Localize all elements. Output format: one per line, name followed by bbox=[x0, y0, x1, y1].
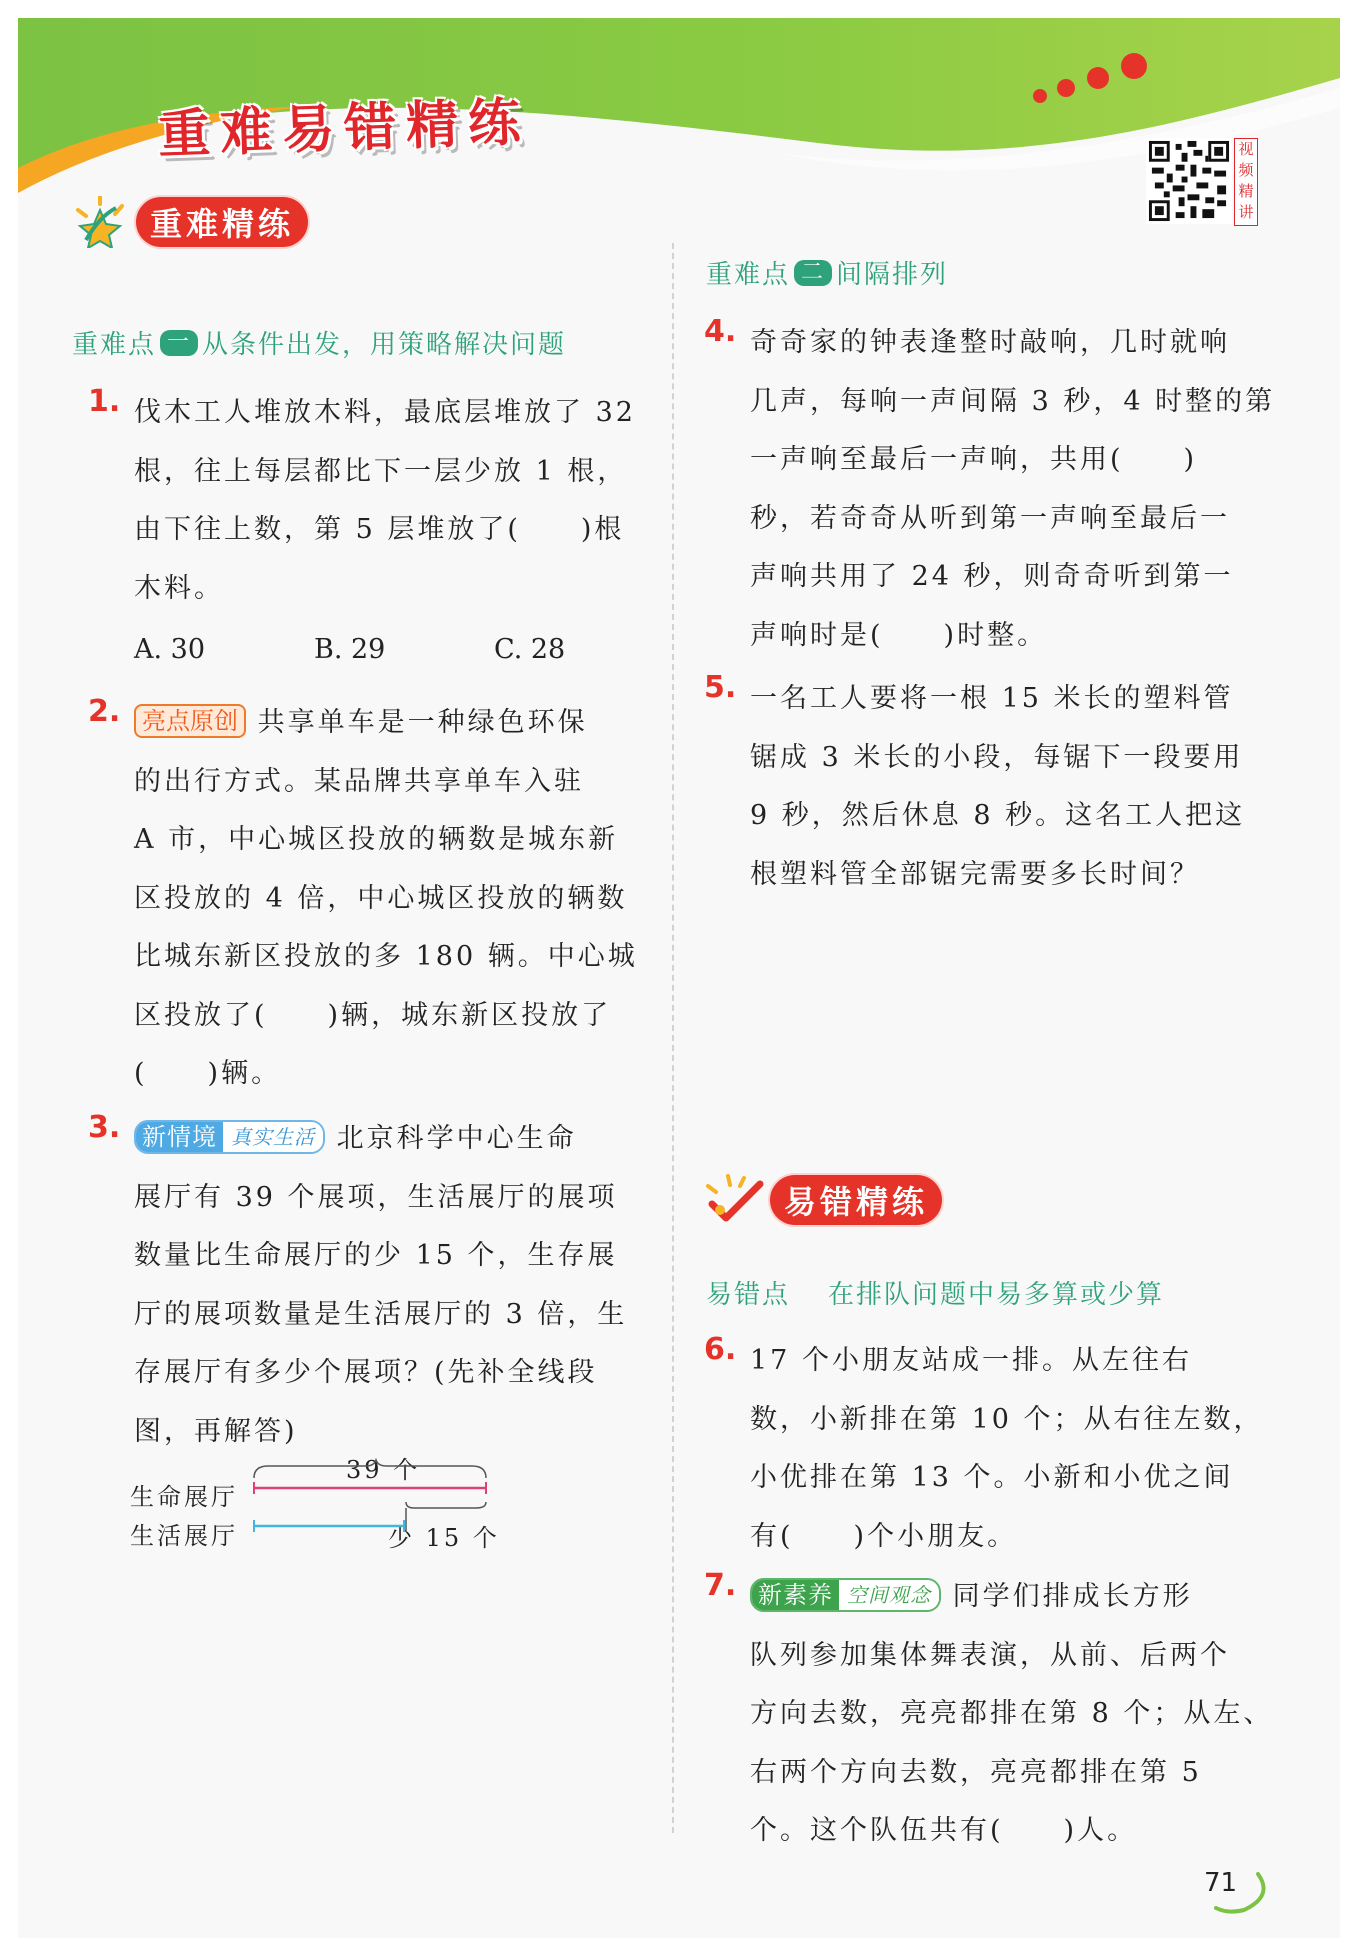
question-7-number: 7. bbox=[704, 1568, 737, 1603]
segment-top-value: 39 个 bbox=[346, 1456, 421, 1484]
option-b[interactable]: B. 29 bbox=[314, 634, 386, 665]
question-3-line: 数量比生命展厅的少 15 个，生存展 bbox=[134, 1240, 618, 1271]
literacy-tag bbox=[750, 1578, 941, 1612]
scenario-tag-main: 新情境 bbox=[136, 1122, 223, 1152]
literacy-tag-sub: 空间观念 bbox=[839, 1580, 939, 1610]
question-1-line: 由下往上数，第 5 层堆放了( )根 bbox=[134, 514, 625, 545]
qr-code-icon[interactable] bbox=[1146, 138, 1232, 224]
question-4-line: 秒，若奇奇从听到第一声响至最后一 bbox=[750, 502, 1230, 534]
original-tag: 亮点原创 bbox=[134, 704, 246, 738]
key-point-3-text: 在排队问题中易多算或少算 bbox=[828, 1280, 1165, 1310]
literacy-tag-main: 新素养 bbox=[752, 1580, 839, 1610]
question-7-line: 方向去数，亮亮都排在第 8 个；从左、 bbox=[750, 1698, 1274, 1729]
check-sparkle-icon bbox=[704, 1174, 766, 1226]
question-2-line: A 市，中心城区投放的辆数是城东新 bbox=[134, 824, 619, 855]
question-4-line: 奇奇家的钟表逢整时敲响，几时就响 bbox=[750, 327, 1230, 358]
key-point-2-text: 间隔排列 bbox=[836, 260, 949, 290]
option-c[interactable]: C. 28 bbox=[494, 634, 566, 665]
question-4-line: 几声，每响一声间隔 3 秒，4 时整的第 bbox=[750, 385, 1276, 417]
page-number: 71 bbox=[1204, 1868, 1238, 1898]
question-1-line: 根，往上每层都比下一层少放 1 根， bbox=[134, 455, 628, 487]
question-3-number: 3. bbox=[88, 1110, 121, 1145]
key-point-1 bbox=[72, 324, 566, 361]
key-point-1-prefix: 重难点 bbox=[72, 330, 157, 360]
question-7-text bbox=[750, 1568, 1273, 1861]
question-2-line: 区投放了( )辆，城东新区投放了 bbox=[134, 999, 612, 1031]
segment-label-living: 生活展厅 bbox=[130, 1522, 238, 1550]
question-7-line: 右两个方向去数，亮亮都排在第 5 bbox=[750, 1756, 1202, 1788]
qr-label: 视频精讲 bbox=[1234, 138, 1258, 226]
question-5-line: 一名工人要将一根 15 米长的塑料管 bbox=[750, 683, 1234, 714]
question-7-line: 队列参加集体舞表演，从前、后两个 bbox=[750, 1639, 1230, 1671]
scenario-tag-sub: 真实生活 bbox=[223, 1122, 323, 1152]
question-1-text bbox=[134, 384, 636, 618]
segment-lines bbox=[248, 1458, 508, 1558]
question-2-text bbox=[134, 694, 638, 1104]
question-3-line: 北京科学中心生命 bbox=[336, 1123, 577, 1154]
star-sparkle-icon bbox=[70, 196, 132, 248]
key-point-3 bbox=[706, 1274, 1164, 1311]
question-1-options bbox=[134, 634, 674, 665]
question-2-line: 的出行方式。某品牌共享单车入驻 bbox=[134, 765, 584, 797]
section-title-hard: 重难精练 bbox=[136, 197, 308, 247]
question-7-line: 同学们排成长方形 bbox=[952, 1581, 1193, 1612]
question-1-line: 伐木工人堆放木料，最底层堆放了 32 bbox=[134, 397, 636, 428]
question-3-line: 存展厅有多少个展项？(先补全线段 bbox=[134, 1357, 598, 1388]
question-7-line: 个。这个队伍共有( )人。 bbox=[750, 1815, 1138, 1846]
question-4-text bbox=[750, 314, 1275, 665]
column-divider bbox=[672, 243, 674, 1833]
question-5-number: 5. bbox=[704, 670, 737, 705]
section-title-error: 易错精练 bbox=[770, 1175, 942, 1225]
segment-label-life: 生命展厅 bbox=[130, 1483, 238, 1511]
question-5-line: 根塑料管全部锯完需要多长时间？ bbox=[750, 858, 1200, 890]
question-3-text bbox=[134, 1110, 627, 1461]
question-6-line: 17 个小朋友站成一排。从左往右 bbox=[750, 1345, 1192, 1376]
question-1-number: 1. bbox=[88, 384, 121, 419]
question-3-line: 图，再解答) bbox=[134, 1415, 298, 1447]
key-point-1-number: 一 bbox=[160, 330, 198, 356]
question-2-line: 共享单车是一种绿色环保 bbox=[257, 707, 588, 738]
question-5-line: 锯成 3 米长的小段，每锯下一段要用 bbox=[750, 741, 1244, 773]
key-point-2-prefix: 重难点 bbox=[706, 260, 791, 290]
question-6-line: 有( )个小朋友。 bbox=[750, 1520, 1018, 1552]
key-point-1-text: 从条件出发，用策略解决问题 bbox=[202, 330, 567, 360]
question-2-number: 2. bbox=[88, 694, 121, 729]
question-4-line: 一声响至最后一声响，共用( ) bbox=[750, 444, 1198, 475]
segment-diff-value: 少 15 个 bbox=[388, 1524, 500, 1552]
question-6-line: 数，小新排在第 10 个；从右往左数， bbox=[750, 1403, 1264, 1435]
key-point-2 bbox=[706, 254, 948, 291]
question-2-line: 区投放的 4 倍，中心城区投放的辆数 bbox=[134, 882, 628, 914]
question-6-line: 小优排在第 13 个。小新和小优之间 bbox=[750, 1462, 1234, 1493]
question-2-line: 比城东新区投放的多 180 辆。中心城 bbox=[134, 941, 638, 972]
question-6-text bbox=[750, 1332, 1264, 1566]
question-5-line: 9 秒，然后休息 8 秒。这名工人把这 bbox=[750, 800, 1246, 831]
key-point-3-prefix: 易错点 bbox=[706, 1280, 791, 1310]
page-title: 重难易错精练 bbox=[157, 92, 532, 166]
page-number-swoosh-icon bbox=[1214, 1870, 1274, 1916]
question-6-number: 6. bbox=[704, 1332, 737, 1367]
question-3-line: 厅的展项数量是生活展厅的 3 倍，生 bbox=[134, 1298, 628, 1330]
question-4-line: 声响共用了 24 秒，则奇奇听到第一 bbox=[750, 561, 1234, 592]
question-5-text bbox=[750, 670, 1245, 904]
option-a[interactable]: A. 30 bbox=[134, 634, 206, 665]
question-1-line: 木料。 bbox=[134, 572, 224, 604]
scenario-tag bbox=[134, 1120, 325, 1154]
question-3-line: 展厅有 39 个展项，生活展厅的展项 bbox=[134, 1181, 618, 1213]
section-heading-error bbox=[704, 1174, 942, 1226]
question-4-number: 4. bbox=[704, 314, 737, 349]
key-point-2-number: 二 bbox=[794, 260, 832, 286]
question-2-line: ( )辆。 bbox=[134, 1058, 282, 1089]
section-heading-hard bbox=[70, 196, 308, 248]
question-4-line: 声响时是( )时整。 bbox=[750, 619, 1048, 651]
page bbox=[18, 18, 1340, 1938]
